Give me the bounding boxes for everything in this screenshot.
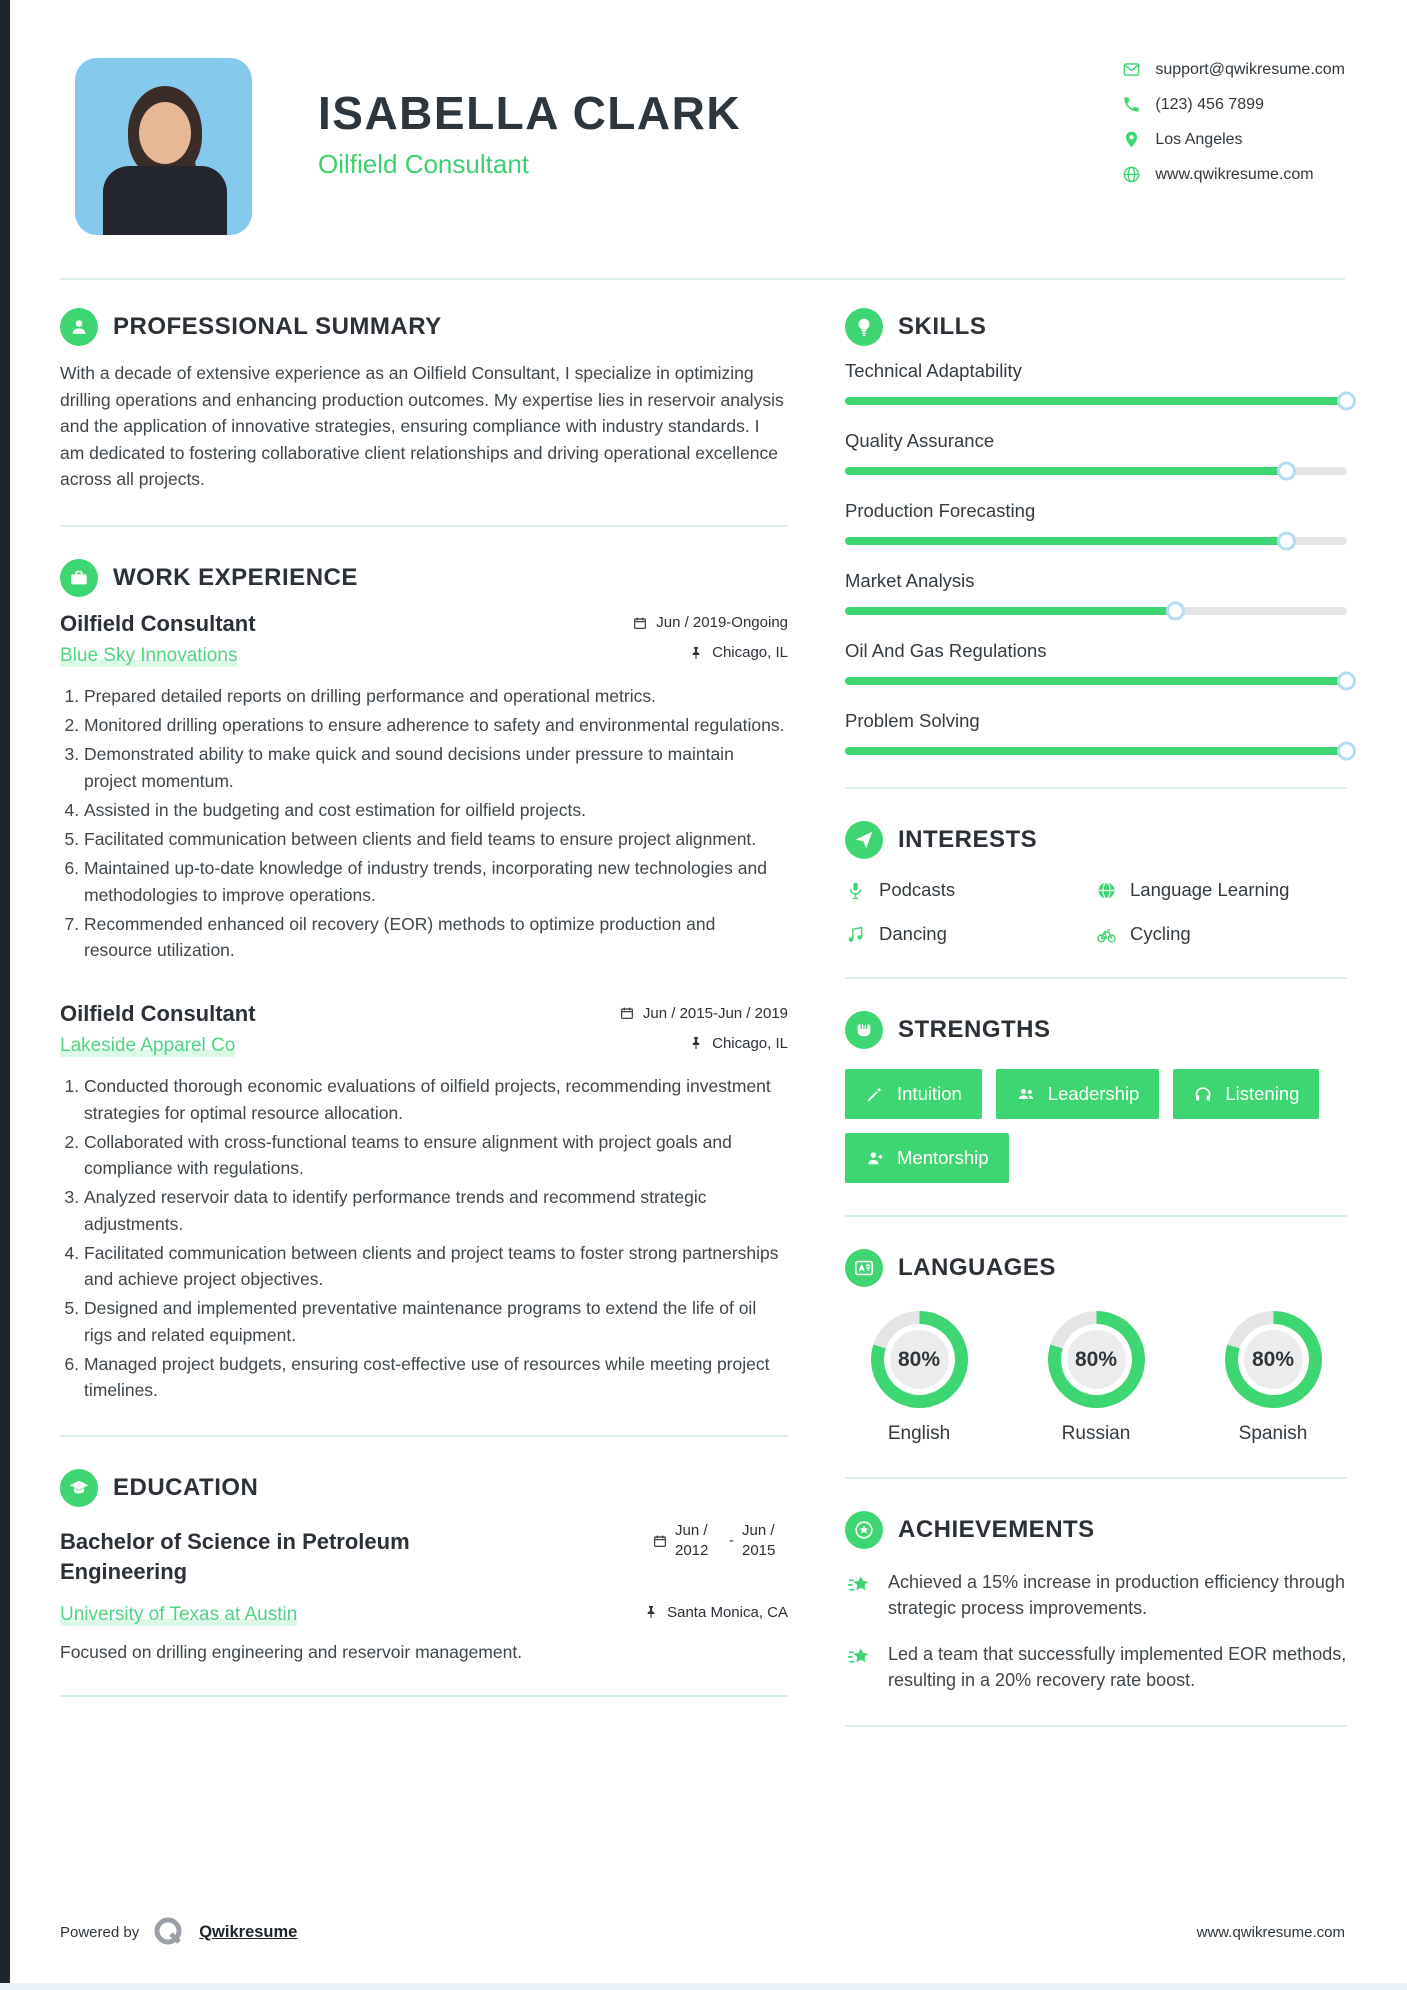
- microphone-icon: [845, 880, 866, 901]
- job-bullet-list: [60, 1073, 788, 1403]
- fist-icon: [845, 1011, 883, 1049]
- phone-icon: [1122, 95, 1141, 114]
- footer-website-link[interactable]: www.qwikresume.com: [1196, 1923, 1345, 1941]
- footer: [60, 1914, 1345, 1950]
- language-item: [1203, 1311, 1343, 1445]
- company-name: Blue Sky Innovations: [60, 644, 238, 666]
- user-plus-icon: [865, 1148, 885, 1168]
- language-percent: 80%: [897, 1347, 941, 1371]
- briefcase-icon: [60, 559, 98, 597]
- skill-label: Market Analysis: [845, 570, 975, 591]
- interest-label: Dancing: [879, 923, 947, 944]
- strength-tags: [845, 1069, 1347, 1183]
- job-bullet: 2. Collaborated with cross-functional teams to ensure alignment with project goals and compliance with regulations.: [84, 1129, 788, 1182]
- interest-label: Podcasts: [879, 879, 956, 900]
- headphones-icon: [1193, 1084, 1213, 1104]
- section-achievements: [845, 1511, 1347, 1549]
- language-item: [849, 1311, 989, 1445]
- skill-row: [845, 430, 1347, 475]
- divider: [845, 1725, 1347, 1727]
- section-education: [60, 1469, 788, 1507]
- job-bullet-list: [60, 683, 788, 964]
- contact-location: Los Angeles: [1155, 130, 1243, 148]
- job-entry: [60, 611, 788, 964]
- language-donut: [871, 1311, 968, 1408]
- graduation-cap-icon: [60, 1469, 98, 1507]
- language-label: English: [887, 1423, 951, 1444]
- main-column: [60, 308, 788, 1729]
- skill-slider: [845, 467, 1347, 475]
- shooting-star-icon: [845, 1643, 873, 1671]
- skill-slider: [845, 607, 1347, 615]
- school-name: University of Texas at Austin: [60, 1604, 298, 1626]
- interest-item: [845, 923, 1096, 945]
- slider-knob: [1277, 532, 1296, 551]
- contact-row: [1122, 130, 1345, 149]
- divider: [60, 278, 1345, 280]
- website-icon: [1122, 165, 1141, 184]
- achievement-item: [845, 1641, 1347, 1693]
- contact-row: [1122, 95, 1345, 114]
- divider: [845, 977, 1347, 979]
- divider: [60, 525, 788, 527]
- divider: [845, 1215, 1347, 1217]
- skill-row: [845, 360, 1347, 405]
- section-languages: [845, 1249, 1347, 1287]
- skill-slider: [845, 747, 1347, 755]
- divider: [845, 1477, 1347, 1479]
- divider: [845, 787, 1347, 789]
- slider-knob: [1166, 602, 1185, 621]
- header: [75, 58, 1345, 243]
- bottom-edge-strip: [0, 1983, 1407, 1990]
- strength-label: Leadership: [1047, 1083, 1140, 1104]
- skill-label: Oil And Gas Regulations: [845, 640, 1047, 661]
- interest-label: Language Learning: [1130, 879, 1290, 900]
- qwikresume-link[interactable]: Qwikresume: [199, 1922, 298, 1941]
- job-title: Oilfield Consultant: [60, 610, 256, 636]
- slider-knob: [1337, 742, 1356, 761]
- job-bullet: 1. Prepared detailed reports on drilling performance and operational metrics.: [84, 683, 788, 709]
- interests-heading: INTERESTS: [898, 826, 1038, 853]
- education-entry: [60, 1521, 788, 1663]
- job-bullet: 4. Facilitated communication between clients and project teams to foster strong partnerships and achieve project objectives.: [84, 1240, 788, 1293]
- calendar-icon: [632, 615, 648, 631]
- job-date: Jun / 2019-Ongoing: [632, 614, 788, 631]
- divider: [60, 1435, 788, 1437]
- languages-heading: LANGUAGES: [898, 1254, 1056, 1281]
- header-job-title: Oilfield Consultant: [318, 149, 529, 179]
- language-percent: 80%: [1251, 1347, 1295, 1371]
- job-entry: [60, 1001, 788, 1403]
- page-title: ISABELLA CLARK: [318, 87, 742, 139]
- language-percent: 80%: [1074, 1347, 1118, 1371]
- language-donut: [1225, 1311, 1322, 1408]
- pushpin-icon: [643, 1604, 659, 1620]
- skill-slider: [845, 537, 1347, 545]
- profile-photo: [75, 58, 252, 235]
- job-bullet: 6. Maintained up-to-date knowledge of industry trends, incorporating new technologies and methodologies to improve operations.: [84, 855, 788, 908]
- interests-grid: [845, 879, 1347, 945]
- section-skills: [845, 308, 1347, 346]
- job-date: Jun / 2015-Jun / 2019: [619, 1005, 788, 1022]
- shooting-star-icon: [845, 1571, 873, 1599]
- strength-label: Mentorship: [897, 1147, 989, 1168]
- location-icon: [1122, 130, 1141, 149]
- bicycle-icon: [1096, 924, 1117, 945]
- strength-tag: [996, 1069, 1160, 1119]
- languages-row: [845, 1311, 1347, 1445]
- calendar-icon: [652, 1533, 668, 1549]
- interest-item: [1096, 879, 1347, 901]
- education-location: Santa Monica, CA: [643, 1604, 788, 1621]
- job-location: Chicago, IL: [688, 1035, 788, 1052]
- company-name: Lakeside Apparel Co: [60, 1035, 236, 1057]
- job-bullet: 5. Designed and implemented preventative maintenance programs to extend the life of oil rigs and related equipment.: [84, 1295, 788, 1348]
- job-bullet: 2. Monitored drilling operations to ensure adherence to safety and environmental regulations.: [84, 712, 788, 738]
- education-heading: EDUCATION: [113, 1474, 259, 1502]
- left-edge-strip: [0, 0, 10, 1990]
- language-label: Spanish: [1238, 1423, 1308, 1444]
- job-title: Oilfield Consultant: [60, 1001, 256, 1027]
- strength-tag: [1173, 1069, 1319, 1119]
- education-description: Focused on drilling engineering and reservoir management.: [60, 1642, 523, 1663]
- skill-slider: [845, 397, 1347, 405]
- achievement-item: [845, 1569, 1347, 1621]
- skill-label: Quality Assurance: [845, 430, 995, 451]
- lightbulb-icon: [845, 308, 883, 346]
- slider-knob: [1277, 462, 1296, 481]
- job-bullet: 4. Assisted in the budgeting and cost estimation for oilfield projects.: [84, 797, 788, 823]
- magic-wand-icon: [865, 1084, 885, 1104]
- powered-by-block: [60, 1914, 297, 1950]
- skills-heading: SKILLS: [898, 313, 987, 340]
- job-bullet: 3. Analyzed reservoir data to identify performance trends and recommend strategic adjustments.: [84, 1184, 788, 1237]
- strength-tag: [845, 1133, 1009, 1183]
- strength-tag: [845, 1069, 982, 1119]
- contact-phone: (123) 456 7899: [1155, 95, 1264, 113]
- job-bullet: 5. Facilitated communication between clients and field teams to ensure project alignment.: [84, 826, 788, 852]
- powered-by-label: Powered by: [60, 1923, 140, 1941]
- strength-label: Intuition: [897, 1083, 962, 1104]
- skill-label: Technical Adaptability: [845, 360, 1022, 381]
- music-note-icon: [845, 924, 866, 945]
- slider-knob: [1337, 392, 1356, 411]
- section-professional-summary: [60, 308, 788, 346]
- language-label: Russian: [1061, 1423, 1131, 1444]
- achievements-heading: ACHIEVEMENTS: [898, 1516, 1095, 1543]
- skill-row: [845, 570, 1347, 615]
- side-column: [845, 308, 1347, 1759]
- language-donut: [1048, 1311, 1145, 1408]
- job-location: Chicago, IL: [688, 644, 788, 661]
- job-bullet: 1. Conducted thorough economic evaluations of oilfield projects, recommending investment strategies for optimal resource allocation.: [84, 1073, 788, 1126]
- medal-icon: [845, 1511, 883, 1549]
- skill-row: [845, 710, 1347, 755]
- interest-item: [845, 879, 1096, 901]
- contact-block: [1122, 60, 1345, 184]
- section-work-experience: [60, 559, 788, 597]
- education-date: Jun / 2012 - Jun / 2015: [652, 1521, 788, 1560]
- pushpin-icon: [688, 1035, 704, 1051]
- skill-slider: [845, 677, 1347, 685]
- skill-label: Production Forecasting: [845, 500, 1036, 521]
- degree-title: Bachelor of Science in Petroleum Engineering: [60, 1528, 410, 1584]
- job-bullet: 7. Recommended enhanced oil recovery (EOR) methods to optimize production and resource utilization.: [84, 911, 788, 964]
- translate-icon: [845, 1249, 883, 1287]
- achievement-text: Led a team that successfully implemented EOR methods, resulting in a 20% recovery rate boost.: [888, 1644, 1347, 1691]
- divider: [60, 1695, 788, 1697]
- skill-label: Problem Solving: [845, 710, 980, 731]
- contact-website: www.qwikresume.com: [1155, 165, 1314, 183]
- contact-row: [1122, 165, 1345, 184]
- users-icon: [1016, 1084, 1036, 1104]
- skill-row: [845, 640, 1347, 685]
- skill-row: [845, 500, 1347, 545]
- work-heading: WORK EXPERIENCE: [113, 563, 358, 591]
- summary-text: With a decade of extensive experience as an Oilfield Consultant, I specialize in optimizing drilling operations and enhancing production outcomes. My expertise lies in reservoir analysis and the application of innovative strategies, ensuring compliance with industry standards. I am dedicated to fostering collaborative client relationships and driving operational excellence across all projects.: [60, 363, 784, 490]
- language-item: [1026, 1311, 1166, 1445]
- person-icon: [60, 308, 98, 346]
- achievement-text: Achieved a 15% increase in production efficiency through strategic process improvements.: [888, 1572, 1345, 1619]
- qwikresume-logo-icon: [151, 1914, 187, 1950]
- paper-plane-icon: [845, 821, 883, 859]
- slider-knob: [1337, 672, 1356, 691]
- globe-icon: [1096, 880, 1117, 901]
- email-icon: [1122, 60, 1141, 79]
- section-interests: [845, 821, 1347, 859]
- strength-label: Listening: [1225, 1083, 1300, 1104]
- calendar-icon: [619, 1005, 635, 1021]
- section-strengths: [845, 1011, 1347, 1049]
- interest-item: [1096, 923, 1347, 945]
- pushpin-icon: [688, 645, 704, 661]
- summary-heading: PROFESSIONAL SUMMARY: [113, 313, 442, 340]
- job-bullet: 3. Demonstrated ability to make quick and sound decisions under pressure to maintain project momentum.: [84, 741, 788, 794]
- contact-row: [1122, 60, 1345, 79]
- contact-email: support@qwikresume.com: [1155, 60, 1345, 78]
- job-bullet: 6. Managed project budgets, ensuring cost-effective use of resources while meeting project timelines.: [84, 1351, 788, 1404]
- strengths-heading: STRENGTHS: [898, 1016, 1051, 1043]
- interest-label: Cycling: [1130, 923, 1191, 944]
